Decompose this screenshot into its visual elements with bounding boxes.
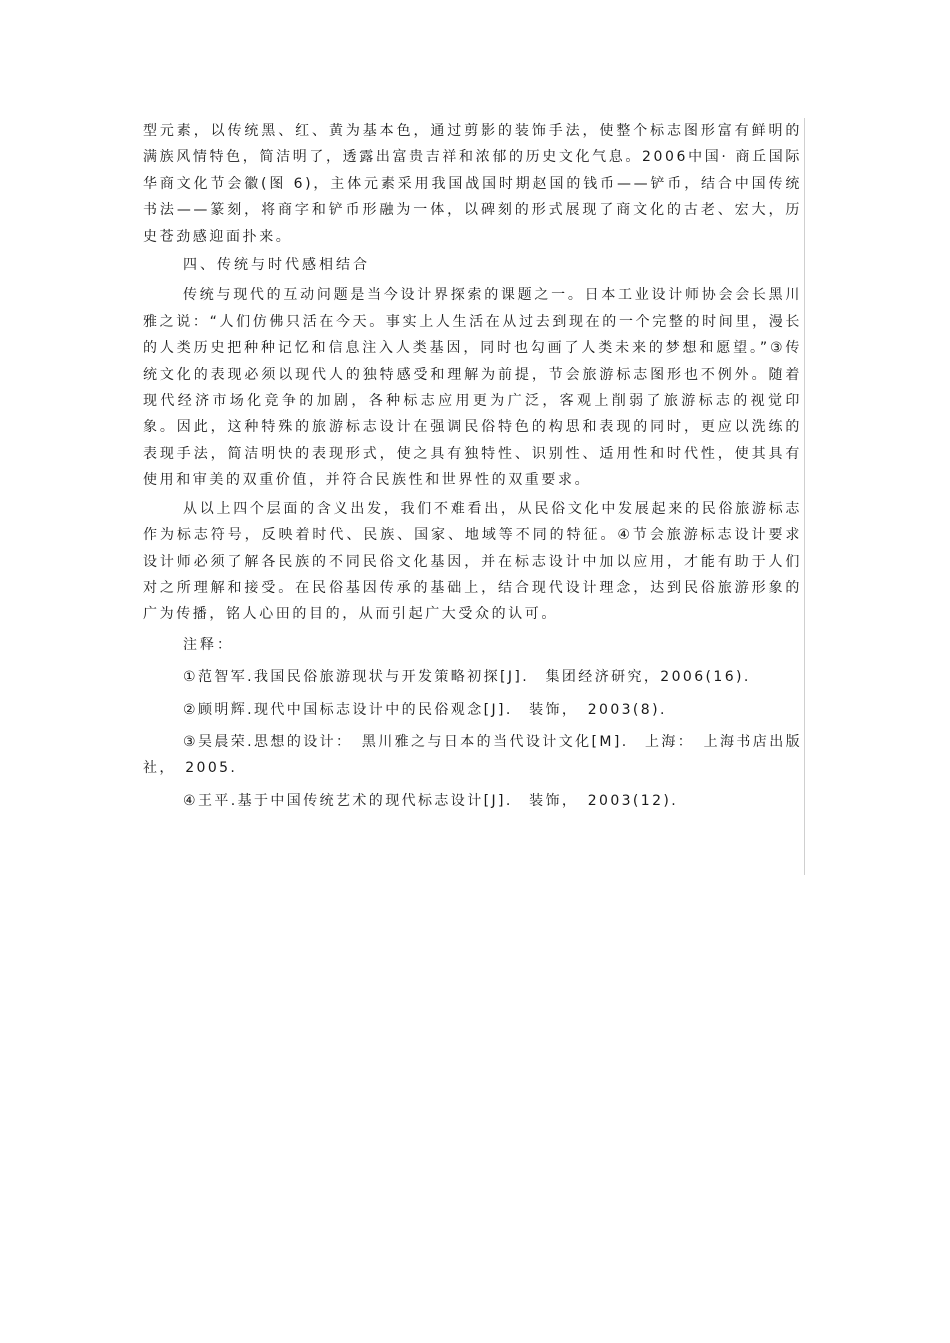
paragraph-continuation: 型元素，以传统黑、红、黄为基本色，通过剪影的装饰手法，使整个标志图形富有鲜明的满族风情特色，简洁明了，透露出富贵吉祥和浓郁的历史文化气息。2006中国· 商丘国际华商文化节会徽(图 6)，主体元素采用我国战国时期赵国的钱币——铲币，结合中国传统书法——篆刻，将商字和铲币形融为一体，以碑刻的形式展现了商文化的古老、宏大，历史苍劲感迎面扑来。 bbox=[143, 123, 802, 245]
paragraph-conclusion: 从以上四个层面的含义出发，我们不难看出，从民俗文化中发展起来的民俗旅游标志作为标志符号，反映着时代、民族、国家、地域等不同的特征。④节会旅游标志设计要求设计师必须了解各民族的不同民俗文化基因，并在标志设计中加以应用，才能有助于人们对之所理解和接受。在民俗基因传承的基础上，结合现代设计理念，达到民俗旅游形象的广为传播，铭人心田的目的，从而引起广大受众的认可。 bbox=[143, 500, 802, 623]
section-heading: 四、传统与时代感相结合 bbox=[183, 257, 370, 274]
note-item: ②顾明辉.现代中国标志设计中的民俗观念[J]. 装饰， 2003(8). bbox=[183, 701, 667, 718]
note-item: ①范智军.我国民俗旅游现状与开发策略初探[J]. 集团经济研究，2006(16). bbox=[183, 669, 751, 686]
note-item: ④王平.基于中国传统艺术的现代标志设计[J]. 装饰， 2003(12). bbox=[183, 792, 679, 809]
article-body bbox=[143, 118, 805, 875]
notes-label: 注释： bbox=[183, 636, 234, 653]
paragraph-tradition-modern: 传统与现代的互动问题是当今设计界探索的课题之一。日本工业设计师协会会长黑川雅之说：“人们仿佛只活在今天。事实上人生活在从过去到现在的一个完整的时间里，漫长的人类历史把种种记忆和信息注入人类基因，同时也勾画了人类未来的梦想和愿望。”③传统文化的表现必须以现代人的独特感受和理解为前提，节会旅游标志图形也不例外。随着现代经济市场化竞争的加剧，各种标志应用更为广泛，客观上削弱了旅游标志的视觉印象。因此，这种特殊的旅游标志设计在强调民俗特色的构思和表现的同时，更应以洗练的表现手法，简洁明快的表现形式，使之具有独特性、识别性、适用性和时代性，使其具有使用和审美的双重价值，并符合民族性和世界性的双重要求。 bbox=[143, 287, 802, 489]
note-item: ③吴晨荣.思想的设计： 黑川雅之与日本的当代设计文化[M]. 上海： 上海书店出版社， 2005. bbox=[143, 733, 802, 777]
